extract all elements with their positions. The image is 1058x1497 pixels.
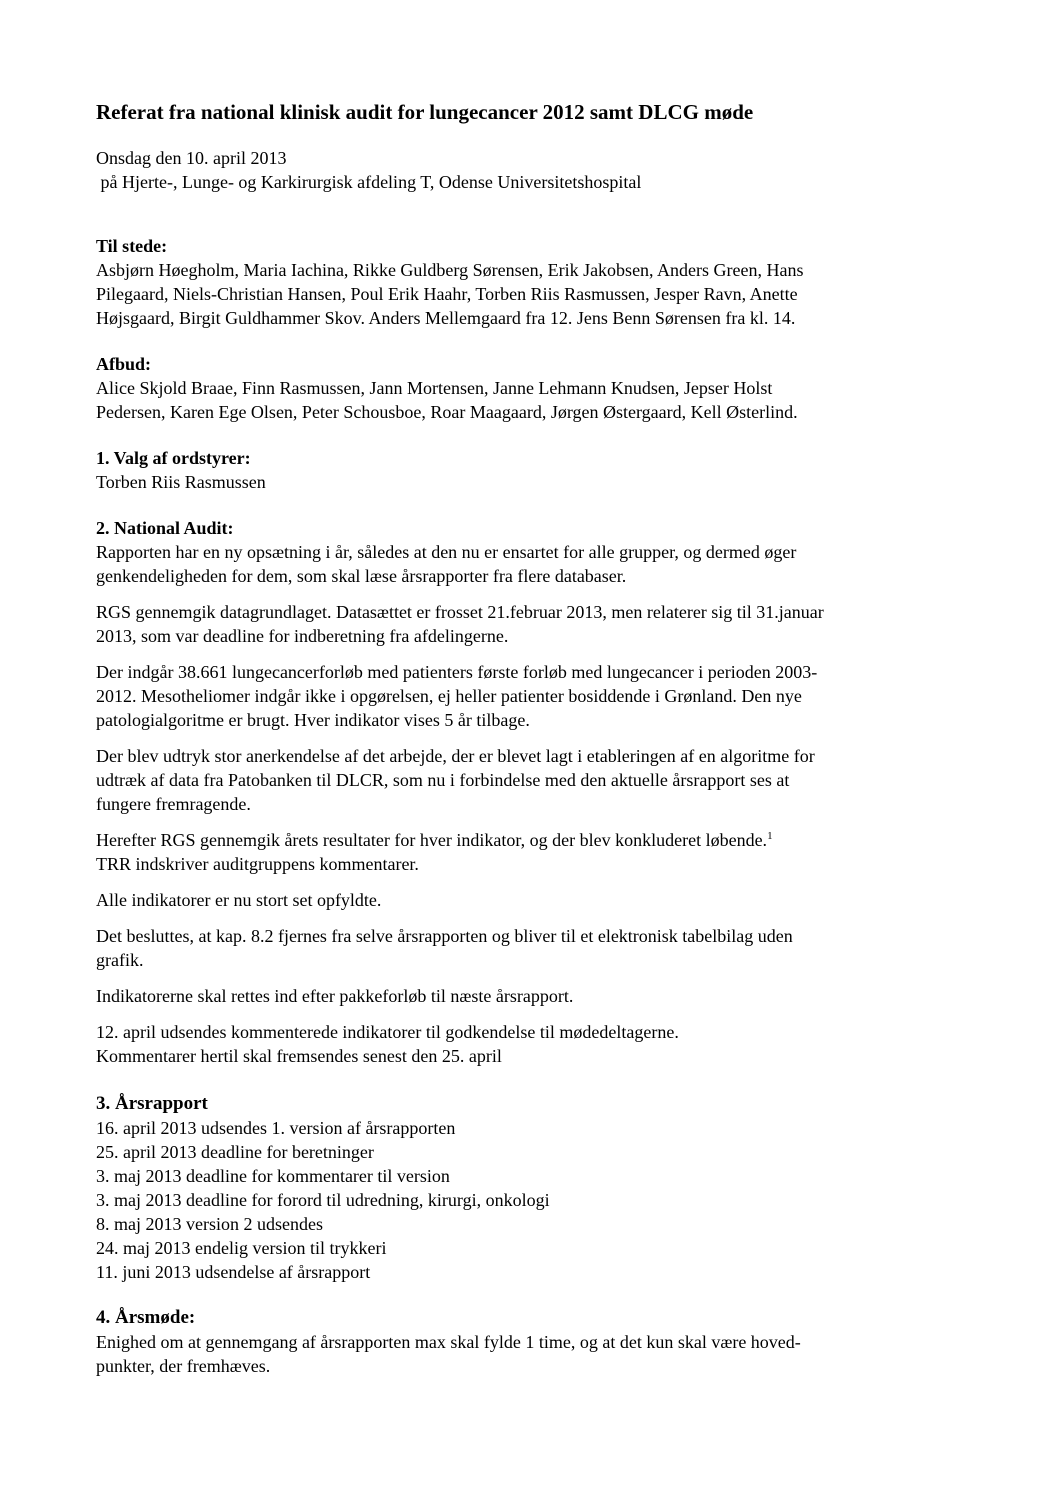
paragraph-line: Indikatorerne skal rettes ind efter pakkeforløb til næste årsrapport. xyxy=(96,986,574,1006)
paragraph-line: 2012. Mesotheliomer indgår ikke i opgørelsen, ej heller patienter bosiddende i Grønland. Den nye xyxy=(96,686,802,706)
footnote-marker[interactable]: 1 xyxy=(767,830,773,842)
schedule-item: 24. maj 2013 endelig version til trykkeri xyxy=(96,1238,387,1258)
schedule-item: 3. maj 2013 deadline for forord til udredning, kirurgi, onkologi xyxy=(96,1190,550,1210)
paragraph-line: RGS gennemgik datagrundlaget. Datasættet er frosset 21.februar 2013, men relaterer sig til 31.januar xyxy=(96,602,824,622)
attendees-line: Pilegaard, Niels-Christian Hansen, Poul Erik Haahr, Torben Riis Rasmussen, Jesper Ravn, Anette xyxy=(96,284,798,304)
schedule-item: 16. april 2013 udsendes 1. version af årsrapporten xyxy=(96,1118,456,1138)
paragraph xyxy=(96,600,942,648)
section-4-line: Enighed om at gennemgang af årsrapporten max skal fylde 1 time, og at det kun skal være hoved- xyxy=(96,1332,801,1352)
meeting-location: på Hjerte-, Lunge- og Karkirurgisk afdeling T, Odense Universitetshospital xyxy=(96,172,642,192)
document-page xyxy=(96,98,942,1378)
paragraph-line: Kommentarer hertil skal fremsendes senest den 25. april xyxy=(96,1046,502,1066)
paragraph-line: genkendeligheden for dem, som skal læse årsrapporter fra flere databaser. xyxy=(96,566,627,586)
paragraph xyxy=(96,984,942,1008)
paragraph-line: 12. april udsendes kommenterede indikatorer til godkendelse til mødedeltagerne. xyxy=(96,1022,679,1042)
meeting-date: Onsdag den 10. april 2013 xyxy=(96,148,287,168)
schedule-item: 11. juni 2013 udsendelse af årsrapport xyxy=(96,1262,371,1282)
paragraph xyxy=(96,660,942,732)
paragraph-line: 2013, som var deadline for indberetning fra afdelingerne. xyxy=(96,626,509,646)
absent-line: Alice Skjold Braae, Finn Rasmussen, Jann Mortensen, Janne Lehmann Knudsen, Jepser Holst xyxy=(96,378,773,398)
section-1-text: Torben Riis Rasmussen xyxy=(96,472,266,492)
attendees-line: Asbjørn Høegholm, Maria Iachina, Rikke Guldberg Sørensen, Erik Jakobsen, Anders Green, Hans xyxy=(96,260,804,280)
paragraph xyxy=(96,540,942,588)
paragraph-line: patologialgoritme er brugt. Hver indikator vises 5 år tilbage. xyxy=(96,710,530,730)
paragraph xyxy=(96,924,942,972)
schedule-item: 25. april 2013 deadline for beretninger xyxy=(96,1142,374,1162)
paragraph xyxy=(96,888,942,912)
absent-line: Pedersen, Karen Ege Olsen, Peter Schousboe, Roar Maagaard, Jørgen Østergaard, Kell Østerlind. xyxy=(96,402,798,422)
paragraph-line: Det besluttes, at kap. 8.2 fjernes fra selve årsrapporten og bliver til et elektronisk tabelbilag uden xyxy=(96,926,793,946)
document-title: Referat fra national klinisk audit for lungecancer 2012 samt DLCG møde xyxy=(96,100,754,124)
attendees-heading: Til stede: xyxy=(96,236,168,256)
paragraph-line: grafik. xyxy=(96,950,144,970)
schedule-item: 3. maj 2013 deadline for kommentarer til version xyxy=(96,1166,450,1186)
paragraph-line: udtræk af data fra Patobanken til DLCR, som nu i forbindelse med den aktuelle årsrapport ses at xyxy=(96,770,790,790)
section-4-heading: 4. Årsmøde: xyxy=(96,1307,196,1328)
section-2-heading: 2. National Audit: xyxy=(96,518,234,538)
results-text: Herefter RGS gennemgik årets resultater for hver indikator, og der blev konkluderet løbende. xyxy=(96,830,768,850)
absent-heading: Afbud: xyxy=(96,354,152,374)
paragraph-line: fungere fremragende. xyxy=(96,794,251,814)
section-4-line: punkter, der fremhæves. xyxy=(96,1356,271,1376)
paragraph-line: Rapporten har en ny opsætning i år, således at den nu er ensartet for alle grupper, og dermed øger xyxy=(96,542,797,562)
paragraph-line: Der indgår 38.661 lungecancerforløb med patienters første forløb med lungecancer i perioden 2003- xyxy=(96,662,818,682)
paragraph-line: Alle indikatorer er nu stort set opfyldte. xyxy=(96,890,382,910)
section-3-heading: 3. Årsrapport xyxy=(96,1093,208,1114)
attendees-line: Højsgaard, Birgit Guldhammer Skov. Anders Mellemgaard fra 12. Jens Benn Sørensen fra kl. 14. xyxy=(96,308,796,328)
paragraph-line: TRR indskriver auditgruppens kommentarer. xyxy=(96,854,419,874)
paragraph xyxy=(96,1020,942,1068)
section-1-heading: 1. Valg af ordstyrer: xyxy=(96,448,251,468)
paragraph xyxy=(96,828,942,876)
paragraph xyxy=(96,744,942,816)
schedule-item: 8. maj 2013 version 2 udsendes xyxy=(96,1214,323,1234)
paragraph-line xyxy=(96,828,942,852)
paragraph-line: Der blev udtryk stor anerkendelse af det arbejde, der er blevet lagt i etableringen af en algoritme for xyxy=(96,746,815,766)
